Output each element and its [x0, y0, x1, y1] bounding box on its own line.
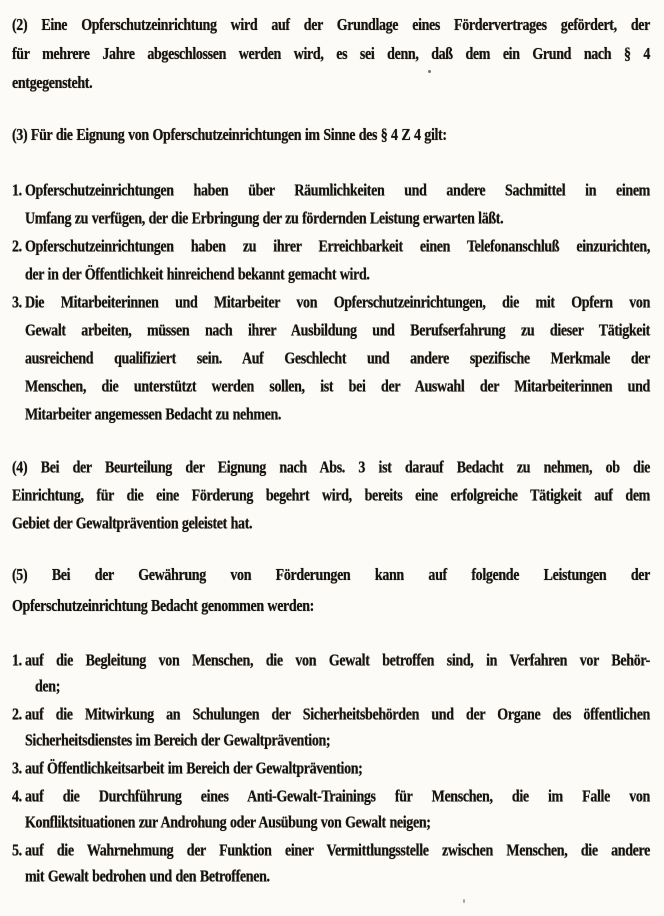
text-line: Opferschutzeinrichtung Bedacht genommen werden: — [12, 597, 314, 616]
paragraph-abs-4 — [12, 455, 650, 539]
text-line: auf die Wahrnehmung der Funktion einer Vermittlungsstelle zwischen Menschen, die andere — [25, 842, 650, 861]
list-leistungen — [12, 649, 650, 891]
paragraph-abs-2 — [12, 11, 650, 98]
text-line: Opferschutzeinrichtungen haben zu ihrer Erreichbarkeit einen Telefonanschluß einzurichten, — [25, 238, 650, 257]
list-number: 3. — [12, 294, 22, 313]
scan-artifact-dot — [428, 70, 431, 73]
text-line: (2) Eine Opferschutzeinrichtung wird auf der Grundlage eines Fördervertrages gefördert, der — [12, 16, 650, 35]
text-line: (5) Bei der Gewährung von Förderungen kann auf folgende Leistungen der — [12, 566, 650, 585]
text-content — [12, 0, 650, 893]
text-line: Menschen, die unterstützt werden sollen, ist bei der Auswahl der Mitarbeiterinnen und — [25, 378, 650, 397]
list-number: 2. — [12, 238, 22, 257]
text-line: Opferschutzeinrichtungen haben über Räumlichkeiten und andere Sachmittel in einem — [25, 182, 650, 201]
text-line: der in der Öffentlichkeit hinreichend bekannt gemacht wird. — [25, 266, 370, 285]
text-line: Einrichtung, für die eine Förderung begehrt wird, bereits eine erfolgreiche Tätigkeit auf dem — [12, 487, 650, 506]
text-line: Mitarbeiter angemessen Bedacht zu nehmen. — [25, 406, 282, 425]
text-line: (3) Für die Eignung von Opferschutzeinrichtungen im Sinne des § 4 Z 4 gilt: — [12, 126, 447, 145]
list-number: 5. — [12, 842, 22, 861]
text-line: entgegensteht. — [12, 74, 93, 93]
text-line: Gewalt arbeiten, müssen nach ihrer Ausbildung und Berufserfahrung zu dieser Tätigkeit — [25, 322, 650, 341]
text-line: den; — [35, 678, 61, 697]
list-number: 1. — [12, 652, 22, 671]
list-eignung-kriterien — [12, 178, 650, 430]
text-line: auf die Durchführung eines Anti-Gewalt-Trainings für Menschen, die im Falle von — [25, 788, 650, 807]
text-line: ausreichend qualifiziert sein. Auf Geschlecht und andere spezifische Merkmale der — [25, 350, 650, 369]
text-line: Sicherheitsdienstes im Bereich der Gewaltprävention; — [25, 732, 331, 751]
list-number: 1. — [12, 182, 22, 201]
list-item — [12, 703, 650, 755]
text-line: Die Mitarbeiterinnen und Mitarbeiter von Opferschutzeinrichtungen, die mit Opfern von — [25, 294, 650, 313]
list-number: 3. — [12, 760, 22, 779]
paragraph-abs-3 — [12, 121, 650, 150]
list-item — [12, 290, 650, 430]
list-number: 4. — [12, 788, 22, 807]
text-line: Konfliktsituationen zur Androhung oder Ausübung von Gewalt neigen; — [25, 814, 431, 833]
text-line: auf die Mitwirkung an Schulungen der Sicherheitsbehörden und der Organe des öffentlichen — [25, 706, 650, 725]
text-line: auf Öffentlichkeitsarbeit im Bereich der Gewaltprävention; — [25, 760, 363, 779]
text-line: für mehrere Jahre abgeschlossen werden wird, es sei denn, daß dem ein Grund nach § 4 — [12, 45, 650, 64]
text-line: (4) Bei der Beurteilung der Eignung nach Abs. 3 ist darauf Bedacht zu nehmen, ob die — [12, 459, 650, 478]
list-item — [12, 178, 650, 234]
list-number: 2. — [12, 706, 22, 725]
scan-artifact-dot — [463, 899, 465, 903]
text-line: Gebiet der Gewaltprävention geleistet hat. — [12, 515, 253, 534]
text-line: auf die Begleitung von Menschen, die von Gewalt betroffen sind, in Verfahren vor Behör- — [25, 652, 650, 671]
list-item — [12, 234, 650, 290]
list-item — [12, 785, 650, 837]
list-item — [12, 839, 650, 891]
list-item — [12, 757, 650, 783]
text-line: Umfang zu verfügen, der die Erbringung der zu fördernden Leistung erwarten läßt. — [25, 210, 504, 229]
text-line: mit Gewalt bedrohen und den Betroffenen. — [25, 868, 270, 887]
paragraph-abs-5 — [12, 560, 650, 622]
list-item — [12, 649, 650, 701]
